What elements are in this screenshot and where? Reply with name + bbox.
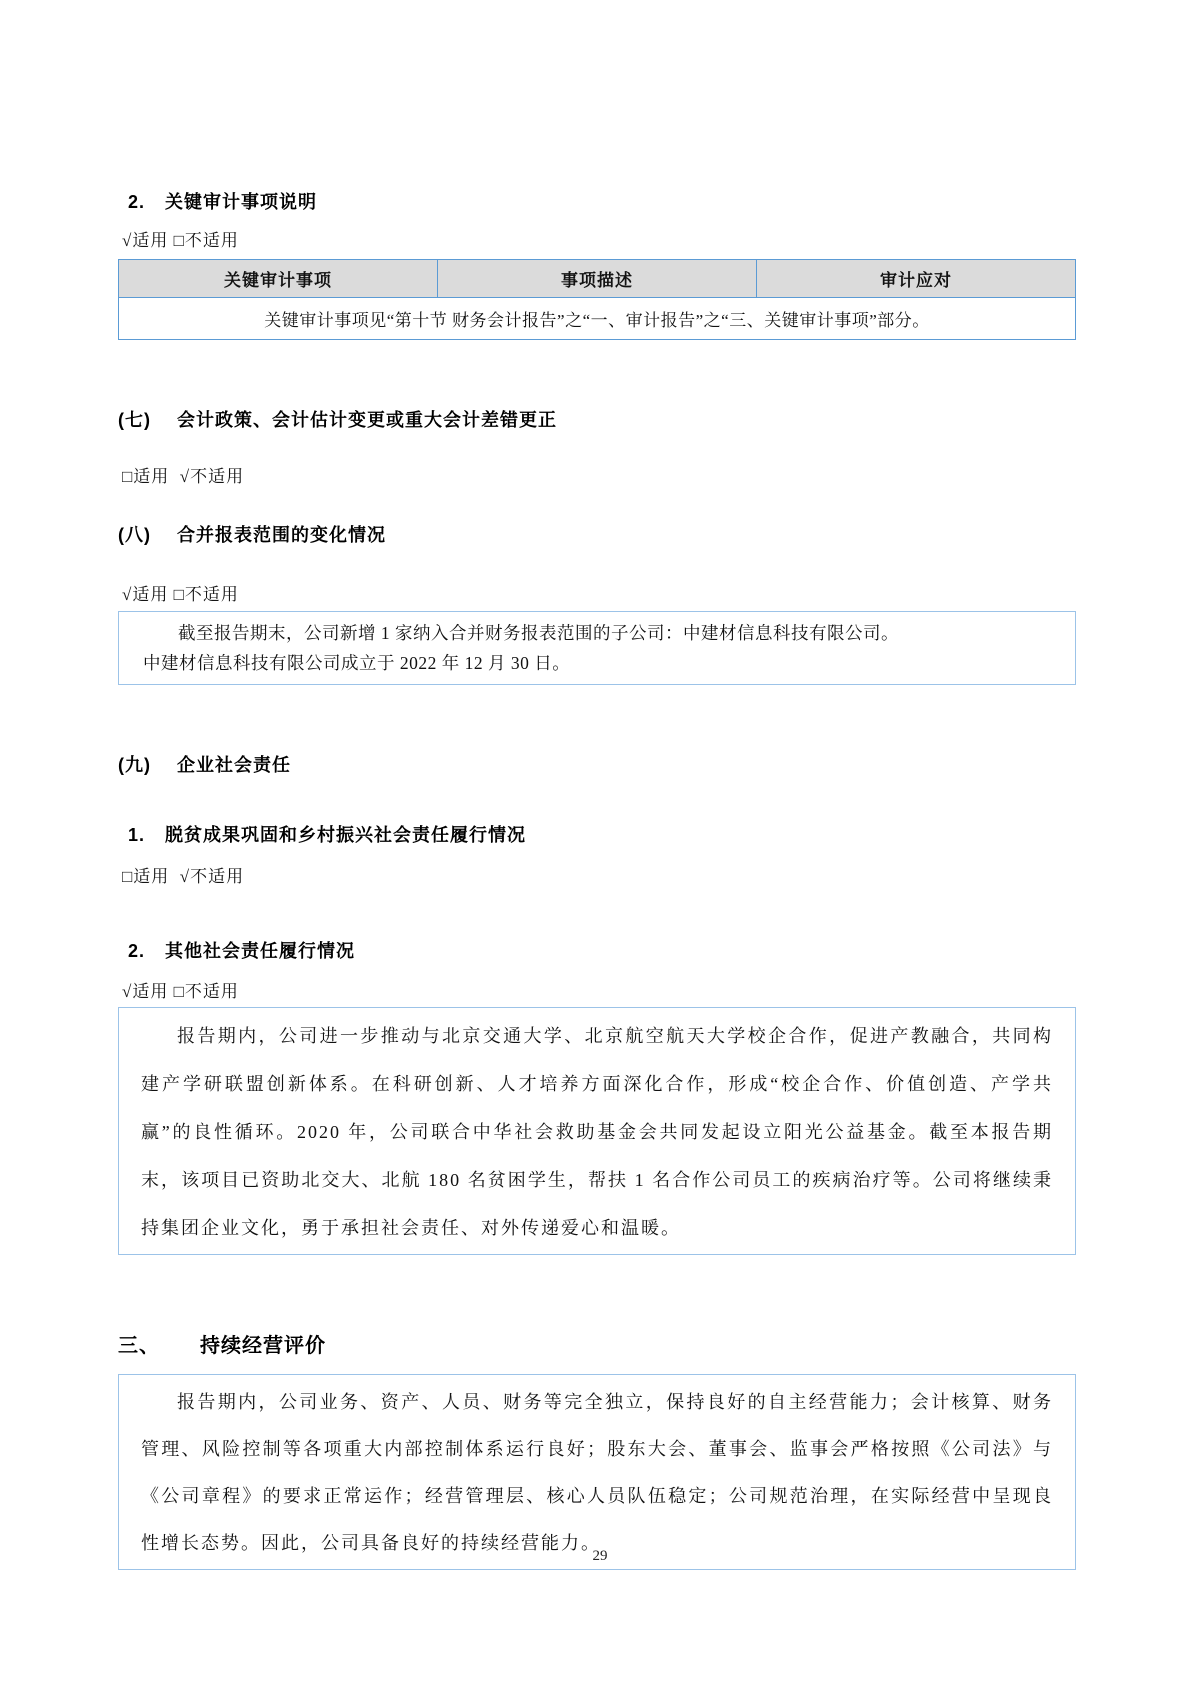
key-audit-table-head [119, 260, 1076, 298]
heading-sec7 [118, 406, 1076, 432]
heading-number: 三、 [118, 1335, 160, 1357]
heading-number: 2. [128, 192, 146, 212]
heading-sec9 [118, 751, 1076, 777]
heading-number: 2. [128, 941, 146, 961]
heading-title: 会计政策、会计估计变更或重大会计差错更正 [177, 410, 557, 430]
social-responsibility-box [118, 1007, 1076, 1255]
heading-title: 脱贫成果巩固和乡村振兴社会责任履行情况 [165, 825, 527, 845]
box-text-line: 中建材信息科技有限公司成立于 2022 年 12 月 30 日。 [143, 653, 571, 673]
table-row [119, 298, 1076, 340]
paragraph: 报告期内，公司进一步推动与北京交通大学、北京航空航天大学校企合作，促进产教融合，共同构建产学研联盟创新体系。在科研创新、人才培养方面深化合作，形成“校企合作、价值创造、产学共赢”的良性循环。2020 年，公司联合中华社会救助基金会共同发起设立阳光公益基金。截至本报告期末，该项目已资助北交大、北航 180 名贫困学生，帮扶 1 名合作公司员工的疾病治疗等。公司将继续秉持集团企业文化，勇于承担社会责任、对外传递爱心和温暖。 [141, 1026, 1053, 1238]
heading-number: (七) [118, 410, 151, 430]
heading-title: 企业社会责任 [177, 755, 291, 775]
consolidation-scope-box [118, 611, 1076, 685]
heading-number: 1. [128, 825, 146, 845]
heading-sub1 [118, 821, 1076, 847]
key-audit-table-body [119, 298, 1076, 340]
document-content [118, 0, 1076, 1570]
applicability-line: √适用 □不适用 [122, 982, 239, 1001]
heading-number: (九) [118, 755, 151, 775]
table-header-cell: 事项描述 [438, 260, 757, 298]
heading-key-audit [118, 188, 1076, 214]
heading-title: 其他社会责任履行情况 [165, 941, 356, 961]
heading-sub2 [118, 937, 1076, 963]
applicability-line: □适用 √不适用 [122, 467, 245, 486]
table-row-text: 关键审计事项见“第十节 财务会计报告”之“一、审计报告”之“三、关键审计事项”部分。 [119, 298, 1076, 340]
box-text-line: 截至报告期末，公司新增 1 家纳入合并财务报表范围的子公司：中建材信息科技有限公司。 [178, 623, 899, 643]
table-header-row [119, 260, 1076, 298]
applicability-line: √适用 □不适用 [122, 585, 239, 604]
heading-title: 合并报表范围的变化情况 [177, 525, 386, 545]
paragraph: 报告期内，公司业务、资产、人员、财务等完全独立，保持良好的自主经营能力；会计核算、财务管理、风险控制等各项重大内部控制体系运行良好；股东大会、董事会、监事会严格按照《公司法》与《公司章程》的要求正常运作；经营管理层、核心人员队伍稳定；公司规范治理，在实际经营中呈现良性增长态势。因此，公司具备良好的持续经营能力。 [141, 1392, 1053, 1553]
heading-title: 关键审计事项说明 [165, 192, 318, 212]
table-header-cell: 关键审计事项 [119, 260, 438, 298]
heading-sec8 [118, 521, 1076, 547]
applicability-line: √适用 □不适用 [122, 231, 239, 250]
heading-title: 持续经营评价 [200, 1335, 326, 1357]
going-concern-box [118, 1374, 1076, 1570]
heading-number: (八) [118, 525, 151, 545]
table-header-cell: 审计应对 [757, 260, 1076, 298]
heading-going-concern [118, 1329, 1076, 1358]
applicability-line: □适用 √不适用 [122, 867, 245, 886]
page-number: 29 [592, 1548, 608, 1564]
key-audit-table [118, 259, 1076, 340]
